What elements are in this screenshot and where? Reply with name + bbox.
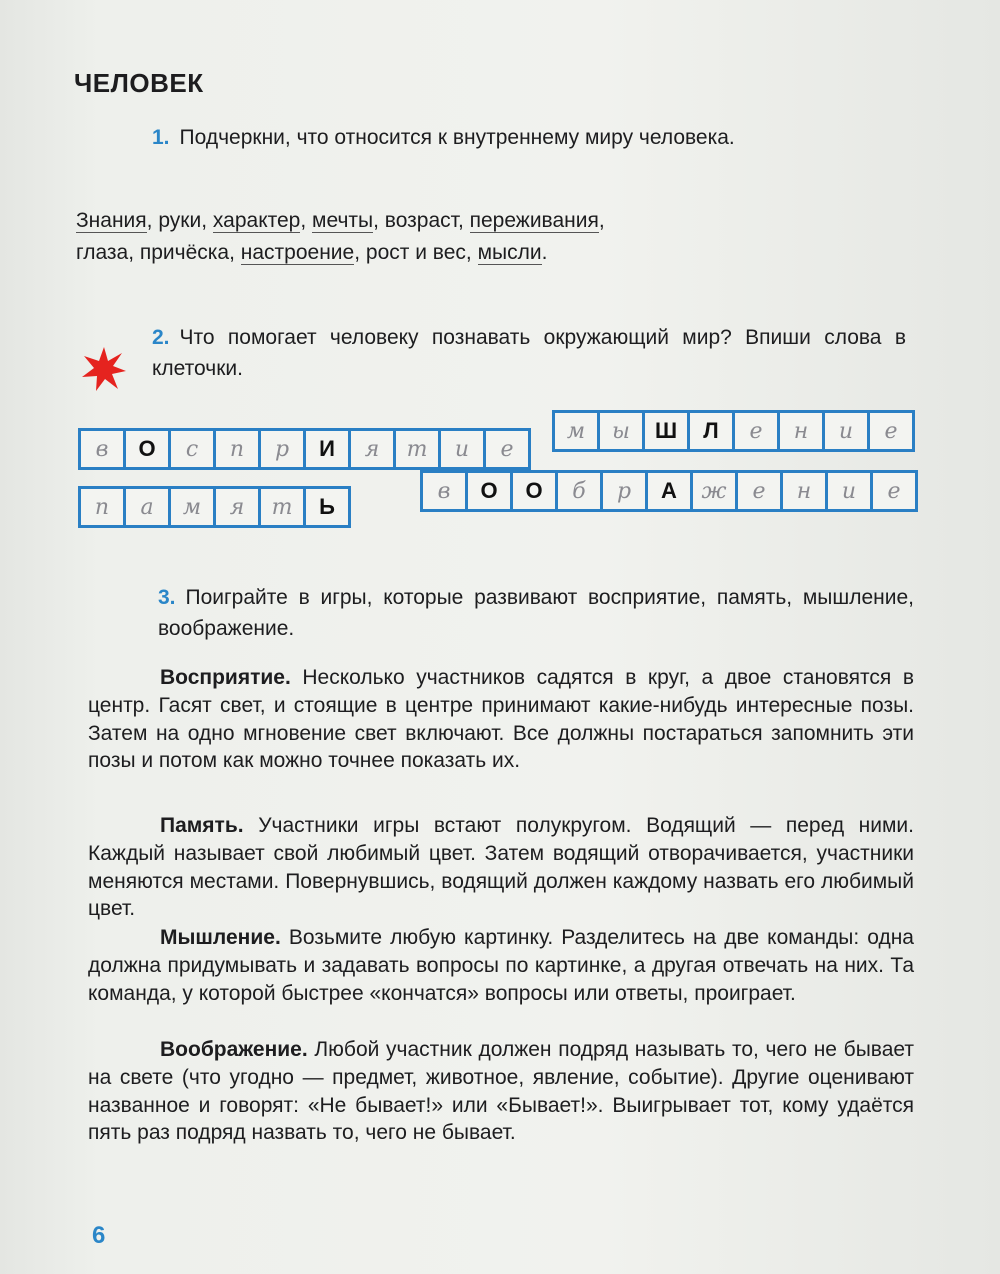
letter-cell[interactable]: н [783, 473, 825, 509]
task-2 [152, 322, 906, 384]
word-list: Знания, руки, характер, мечты, возраст, переживания, глаза, причёска, настроение, рост и вес, мысли. [76, 209, 605, 264]
word-option[interactable]: возраст [384, 209, 458, 232]
letter-cell: О [513, 473, 555, 509]
word-option[interactable]: рост и вес [365, 241, 466, 264]
game-name: Память. [160, 814, 244, 837]
letter-cell[interactable]: н [780, 413, 822, 449]
letter-grid-imagination [420, 470, 918, 512]
game-name: Мышление. [160, 926, 281, 949]
letter-cell[interactable]: м [555, 413, 597, 449]
task-text: Что помогает человеку познавать окружающий мир? Впиши слова в клеточки. [152, 326, 906, 380]
page-number: 6 [92, 1222, 106, 1249]
letter-cell[interactable]: е [735, 413, 777, 449]
letter-cell: Ь [306, 489, 348, 525]
letter-cell[interactable]: в [423, 473, 465, 509]
game-text: Любой участник должен подряд называть то, чего не бывает на свете (что угодно — предмет, животное, явление, событие). Другие оценивают названное и говорят: «Не бывает!» или «Бывает!». Выигрывает тот, кому удаётся пять раз подряд назвать то, чего не бывает. [88, 1038, 914, 1145]
word-option[interactable]: характер [212, 209, 301, 232]
game-perception [88, 664, 914, 775]
letter-cell[interactable]: р [603, 473, 645, 509]
letter-cell: О [126, 431, 168, 467]
letter-cell[interactable]: ы [600, 413, 642, 449]
letter-cell[interactable]: а [126, 489, 168, 525]
letter-cell[interactable]: и [441, 431, 483, 467]
letter-cell[interactable]: п [81, 489, 123, 525]
game-imagination [88, 1036, 914, 1147]
word-option[interactable]: руки [158, 209, 202, 232]
page-title: ЧЕЛОВЕК [74, 68, 204, 98]
letter-cell[interactable]: с [171, 431, 213, 467]
letter-cell[interactable]: т [261, 489, 303, 525]
letter-cell[interactable]: е [738, 473, 780, 509]
letter-grid-perception [78, 428, 531, 470]
game-text: Несколько участников садятся в круг, а двое становятся в центр. Гасят свет, и стоящие в центре принимают какие-нибудь интересные позы. Затем на одно мгновение свет включают. Все должны постараться запомнить эти позы и потом как можно точнее показать их. [88, 666, 915, 773]
task-number: 1. [152, 126, 170, 149]
task-1 [152, 122, 904, 153]
letter-cell[interactable]: б [558, 473, 600, 509]
game-text: Возьмите любую картинку. Разделитесь на две команды: одна должна придумывать и задавать вопросы по картинке, а другая отвечать на них. Та команда, у которой быстрее «кончатся» вопросы или ответы, проиграет. [88, 926, 914, 1005]
task-number: 3. [158, 586, 176, 609]
letter-grid-thinking [552, 410, 915, 452]
letter-cell: А [648, 473, 690, 509]
letter-cell: О [468, 473, 510, 509]
game-memory [88, 812, 914, 923]
letter-cell[interactable]: т [396, 431, 438, 467]
game-name: Восприятие. [160, 666, 291, 689]
task-number: 2. [152, 326, 170, 349]
letter-cell: Л [690, 413, 732, 449]
letter-cell[interactable]: я [351, 431, 393, 467]
game-name: Воображение. [160, 1038, 308, 1061]
word-option[interactable]: Знания [76, 209, 147, 232]
letter-cell[interactable]: е [486, 431, 528, 467]
letter-cell[interactable]: р [261, 431, 303, 467]
letter-cell[interactable]: я [216, 489, 258, 525]
word-option[interactable]: мечты [312, 209, 374, 232]
letter-cell[interactable]: е [870, 413, 912, 449]
word-option[interactable]: настроение [240, 241, 355, 264]
red-star-icon [80, 345, 128, 393]
game-text: Участники игры встают полукругом. Водящий — перед ними. Каждый называет свой любимый цвет. Затем водящий отворачивается, участники меняются местами. Повернувшись, водящий должен каждому назвать его любимый цвет. [88, 814, 914, 921]
letter-grid-memory [78, 486, 351, 528]
word-option[interactable]: причёска [139, 241, 230, 264]
letter-cell: Ш [645, 413, 687, 449]
letter-cell[interactable]: и [825, 413, 867, 449]
task-3 [158, 582, 914, 644]
letter-cell[interactable]: п [216, 431, 258, 467]
word-option[interactable]: мысли [477, 241, 542, 264]
letter-cell[interactable]: е [873, 473, 915, 509]
game-thinking [88, 924, 914, 1007]
word-option[interactable]: переживания [469, 209, 599, 232]
task-text: Поиграйте в игры, которые развивают восприятие, память, мышление, воображение. [158, 586, 914, 640]
word-option[interactable]: глаза [76, 241, 129, 264]
letter-cell[interactable]: и [828, 473, 870, 509]
letter-cell[interactable]: м [171, 489, 213, 525]
letter-cell: И [306, 431, 348, 467]
letter-cell[interactable]: в [81, 431, 123, 467]
letter-cell[interactable]: ж [693, 473, 735, 509]
task-text: Подчеркни, что относится к внутреннему миру человека. [179, 126, 735, 149]
